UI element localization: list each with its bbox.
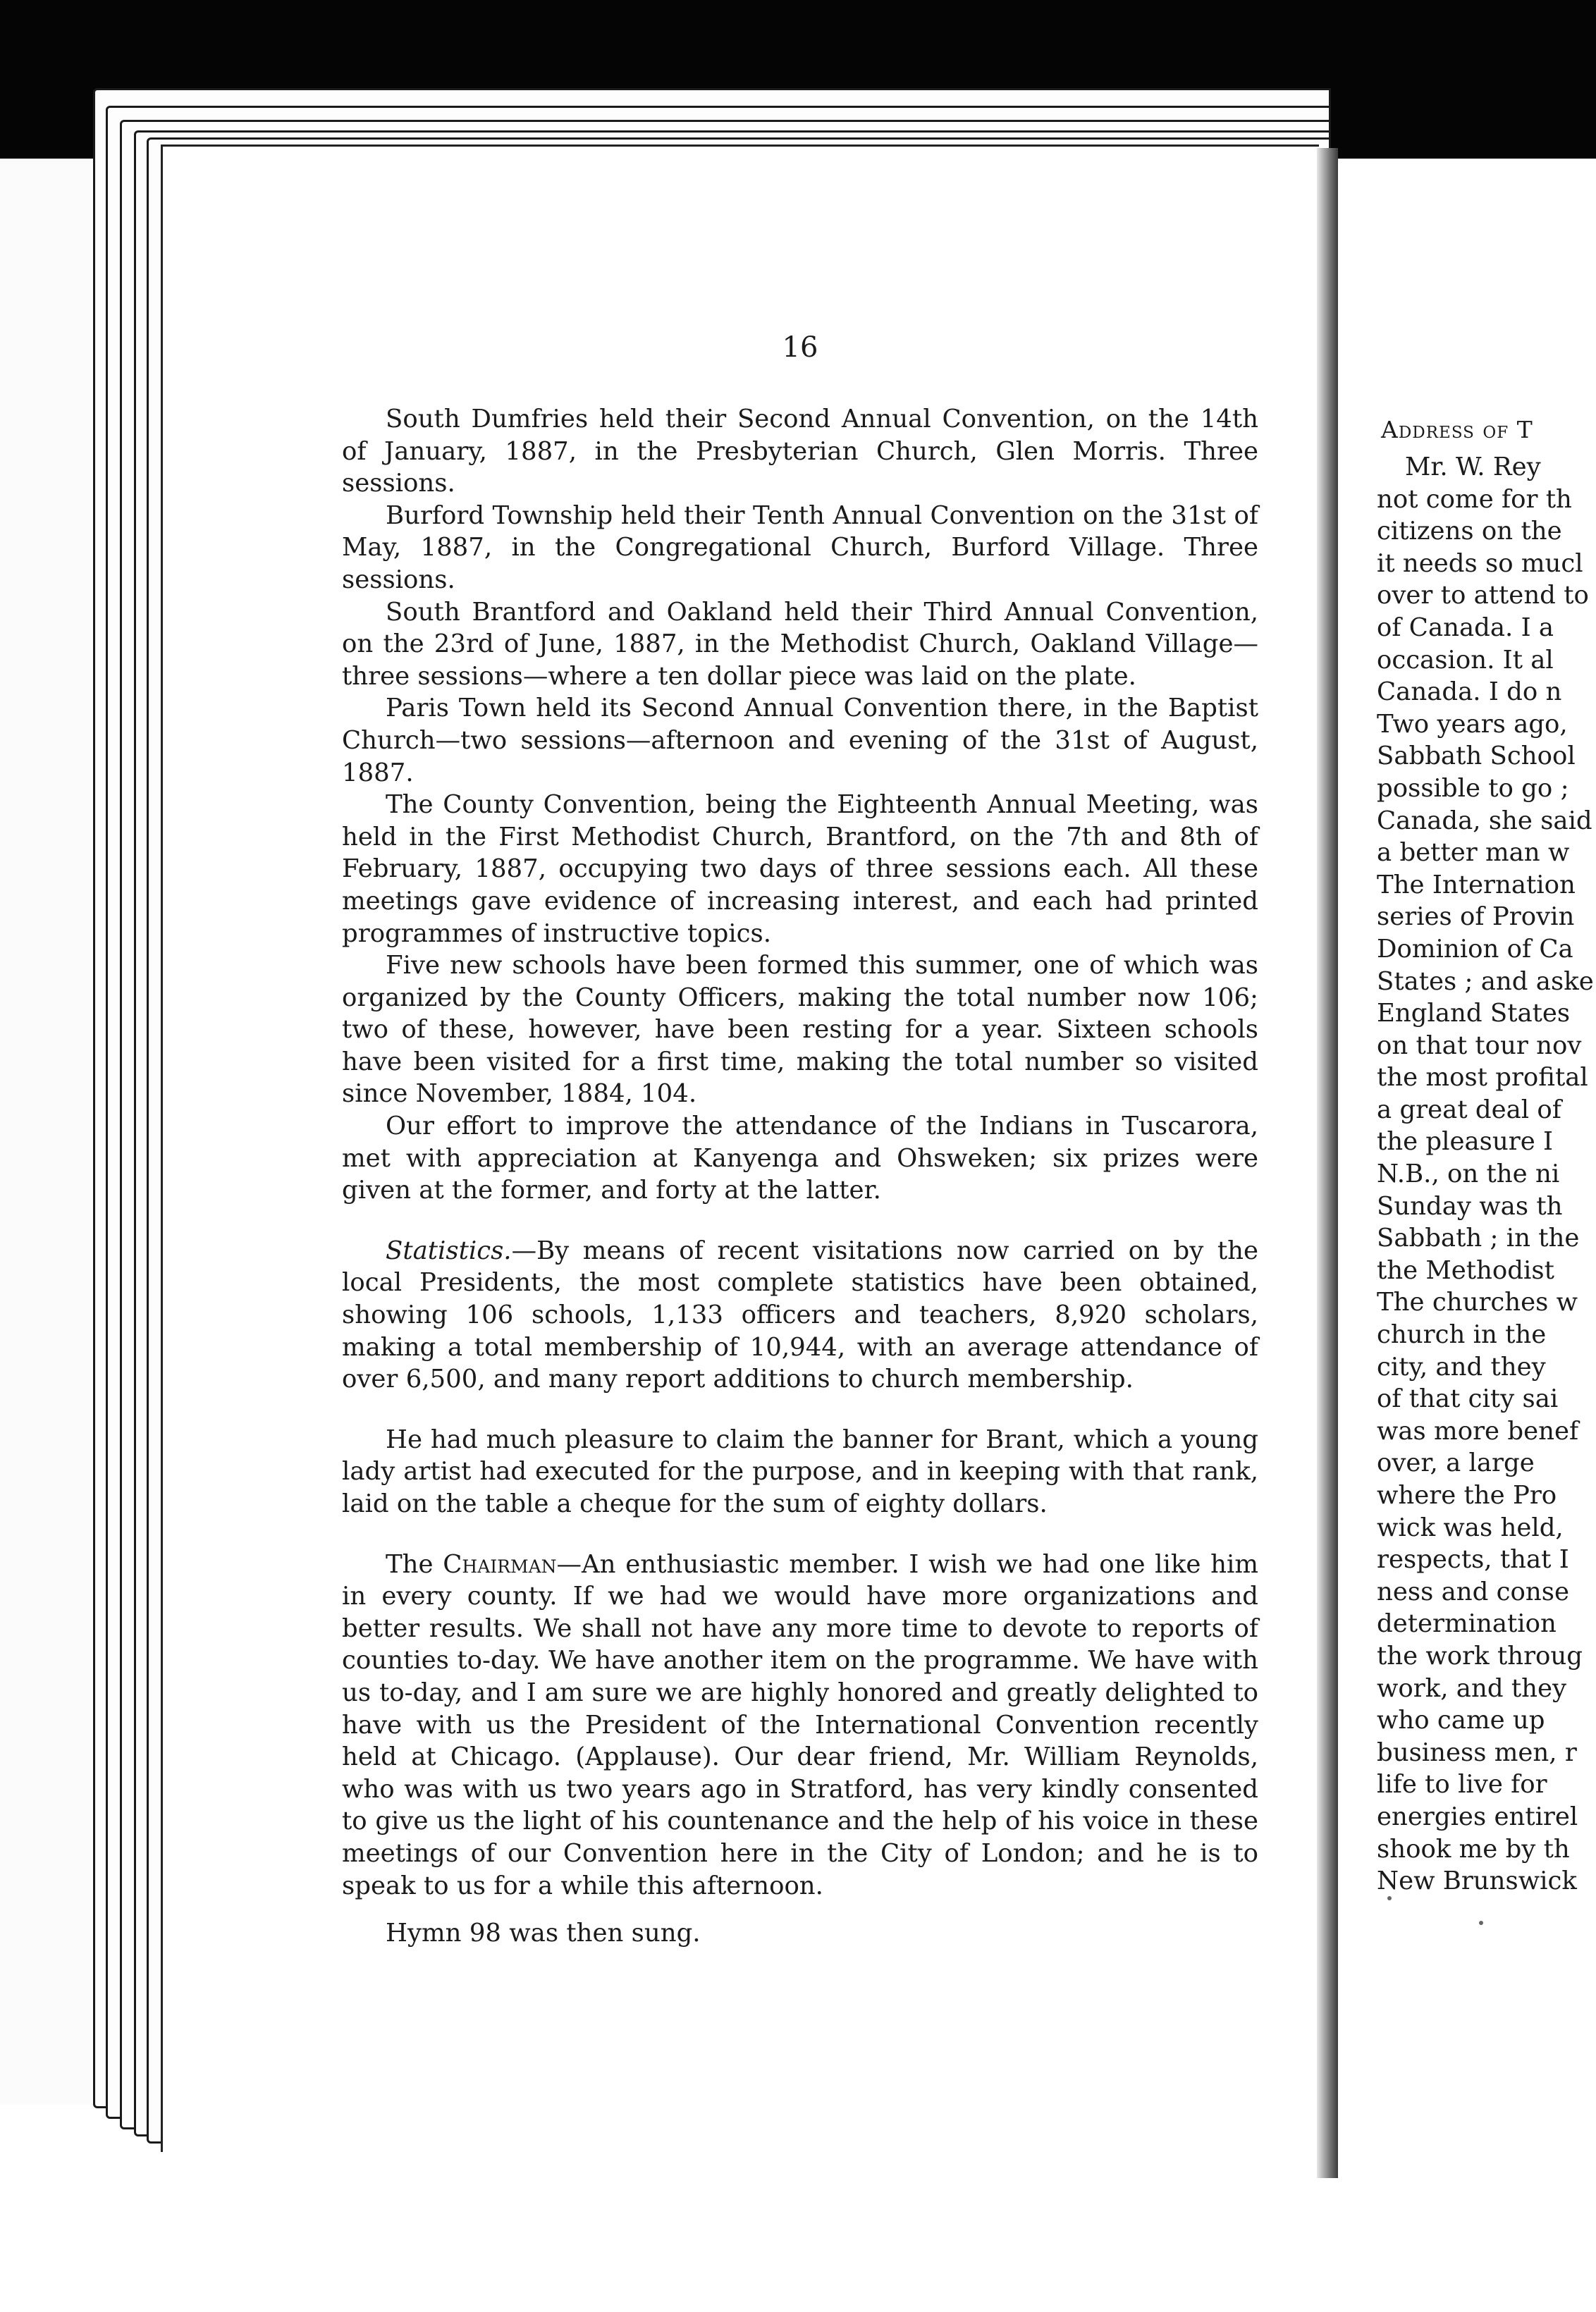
right-page-line: over to attend to	[1377, 581, 1589, 610]
right-page-line: Sunday was th	[1377, 1191, 1563, 1221]
chairman-prefix: The	[386, 1549, 443, 1579]
right-page-line: ness and conse	[1377, 1577, 1569, 1606]
scan-speck	[1479, 1921, 1483, 1925]
right-page-line: States ; and aske	[1377, 966, 1594, 996]
right-page-line: Sabbath School	[1377, 742, 1576, 771]
paragraph-new-schools: Five new schools have been formed this summer, one of which was organized by the County Officers, making the total number now 106; two of these, however, have been resting for a year. Sixteen schools have been visited for a first time, making the total number so visited since November, 1884, 104.	[342, 951, 1258, 1109]
right-page-line: energies entirel	[1377, 1802, 1578, 1831]
right-page-line: where the Pro	[1377, 1481, 1557, 1510]
paragraph-burford: Burford Township held their Tenth Annual Convention on the 31st of May, 1887, in the Congregational Church, Burford Village. Three sessions.	[342, 500, 1258, 594]
chairman-label: Chairman	[443, 1549, 557, 1579]
right-page-line: Sabbath ; in the	[1377, 1224, 1580, 1253]
right-page-line: over, a large	[1377, 1449, 1535, 1478]
right-page-line: Two years ago,	[1377, 709, 1568, 739]
scan-speck	[1387, 1896, 1392, 1900]
right-page-line: shook me by th	[1377, 1834, 1570, 1864]
right-page-line: occasion. It al	[1377, 645, 1554, 675]
right-page	[1338, 159, 1596, 2175]
book-gutter	[1317, 148, 1338, 2178]
right-page-line: a better man w	[1377, 838, 1570, 868]
paragraph-paris-town: Paris Town held its Second Annual Convention there, in the Baptist Church—two sessions—afternoon and evening of the 31st of August, 1887.	[342, 694, 1258, 787]
statistics-label: Statistics.	[386, 1236, 512, 1265]
right-page-line: wick was held,	[1377, 1513, 1564, 1542]
right-page-heading: Address of T	[1381, 416, 1533, 443]
chairman-text: —An enthusiastic member. I wish we had one like him in every county. If we had we would have more organizations and better results. We shall not have any more time to devote to reports of counties to-day. We have another item on the programme. We have with us to-day, and I am sure we are highly honored and greatly delighted to have with us the President of the International Convention recently held at Chicago. (Applause). Our dear friend, Mr. William Reynolds, who was with us two years ago in Stratford, has very kindly consented to give us the light of his countenance and the help of his voice in these meetings of our Convention here in the City of London; and he is to speak to us for a while this afternoon.	[342, 1549, 1258, 1900]
right-page-line: possible to go ;	[1377, 773, 1569, 803]
right-page-lines	[1377, 451, 1596, 1898]
right-page-line: N.B., on the ni	[1377, 1160, 1560, 1189]
right-page-line: was more benef	[1377, 1416, 1579, 1446]
scanner-left-background	[0, 159, 92, 2104]
right-page-line: Mr. W. Rey	[1405, 453, 1541, 481]
paragraph-south-brantford: South Brantford and Oakland held their Third Annual Convention, on the 23rd of June, 1887, in the Methodist Church, Oakland Village—three sessions—where a ten dollar piece was laid on the plate.	[342, 597, 1258, 691]
right-page-line: New Brunswick	[1377, 1867, 1577, 1896]
right-page-line: the pleasure I	[1377, 1127, 1554, 1157]
right-page-line: not come for th	[1377, 484, 1572, 514]
right-page-line: The Internation	[1377, 870, 1576, 899]
paragraph-chairman	[342, 1549, 1258, 1902]
statistics-text: —By means of recent visitations now carried on by the local Presidents, the most complete statistics have been obtained, showing 106 schools, 1,133 officers and teachers, 8,920 scholars, making a total membership of 10,944, with an average attendance of over 6,500, and many report additions to church membership.	[342, 1236, 1258, 1394]
right-page-line: the most profital	[1377, 1063, 1588, 1093]
right-page-line: who came up	[1377, 1706, 1545, 1735]
right-page-line: a great deal of	[1377, 1095, 1561, 1124]
right-page-line: Canada, she said	[1377, 806, 1592, 835]
paragraph-south-dumfries: South Dumfries held their Second Annual Convention, on the 14th of January, 1887, in the Presbyterian Church, Glen Morris. Three sessions.	[342, 405, 1258, 498]
page-number: 16	[782, 331, 818, 364]
paragraph-statistics	[342, 1235, 1258, 1396]
right-page-line: the work throug	[1377, 1641, 1583, 1671]
right-page-line: determination	[1377, 1609, 1557, 1639]
right-page-line: Canada. I do n	[1377, 677, 1562, 707]
right-page-line: on that tour nov	[1377, 1031, 1582, 1060]
right-page-line: the Methodist	[1377, 1255, 1554, 1285]
hymn-line: Hymn 98 was then sung.	[386, 1919, 701, 1948]
right-page-line: business men, r	[1377, 1738, 1577, 1767]
right-page-line: it needs so mucl	[1377, 548, 1583, 578]
paragraph-county-convention: The County Convention, being the Eighteenth Annual Meeting, was held in the First Methodist Church, Brantford, on the 7th and 8th of February, 1887, occupying two days of three sessions each. All these meetings gave evidence of increasing interest, and each had printed programmes of instructive topics.	[342, 790, 1258, 948]
right-page-line: respects, that I	[1377, 1545, 1569, 1575]
right-page-line: of that city sai	[1377, 1384, 1559, 1414]
right-page-line: life to live for	[1377, 1770, 1547, 1800]
paragraph-indians: Our effort to improve the attendance of the Indians in Tuscarora, met with appreciation at Kanyenga and Ohsweken; six prizes were given at the former, and forty at the latter.	[342, 1112, 1258, 1205]
right-page-line: city, and they	[1377, 1352, 1546, 1382]
scanner-bottom-background	[0, 2171, 1596, 2312]
right-page-line: The churches w	[1377, 1288, 1578, 1317]
right-page-line: church in the	[1377, 1320, 1547, 1350]
right-page-line: of Canada. I a	[1377, 613, 1554, 642]
paragraph-banner: He had much pleasure to claim the banner for Brant, which a young lady artist had executed for the purpose, and in keeping with that rank, laid on the table a cheque for the sum of eighty dollars.	[342, 1425, 1258, 1518]
right-page-line: England States	[1377, 999, 1571, 1028]
right-page-line: series of Provin	[1377, 902, 1575, 932]
left-page-body	[342, 403, 1258, 1950]
right-page-body	[1377, 414, 1596, 1898]
right-page-line: citizens on the	[1377, 517, 1562, 546]
right-page-line: Dominion of Ca	[1377, 934, 1573, 964]
right-page-line: work, and they	[1377, 1673, 1567, 1703]
